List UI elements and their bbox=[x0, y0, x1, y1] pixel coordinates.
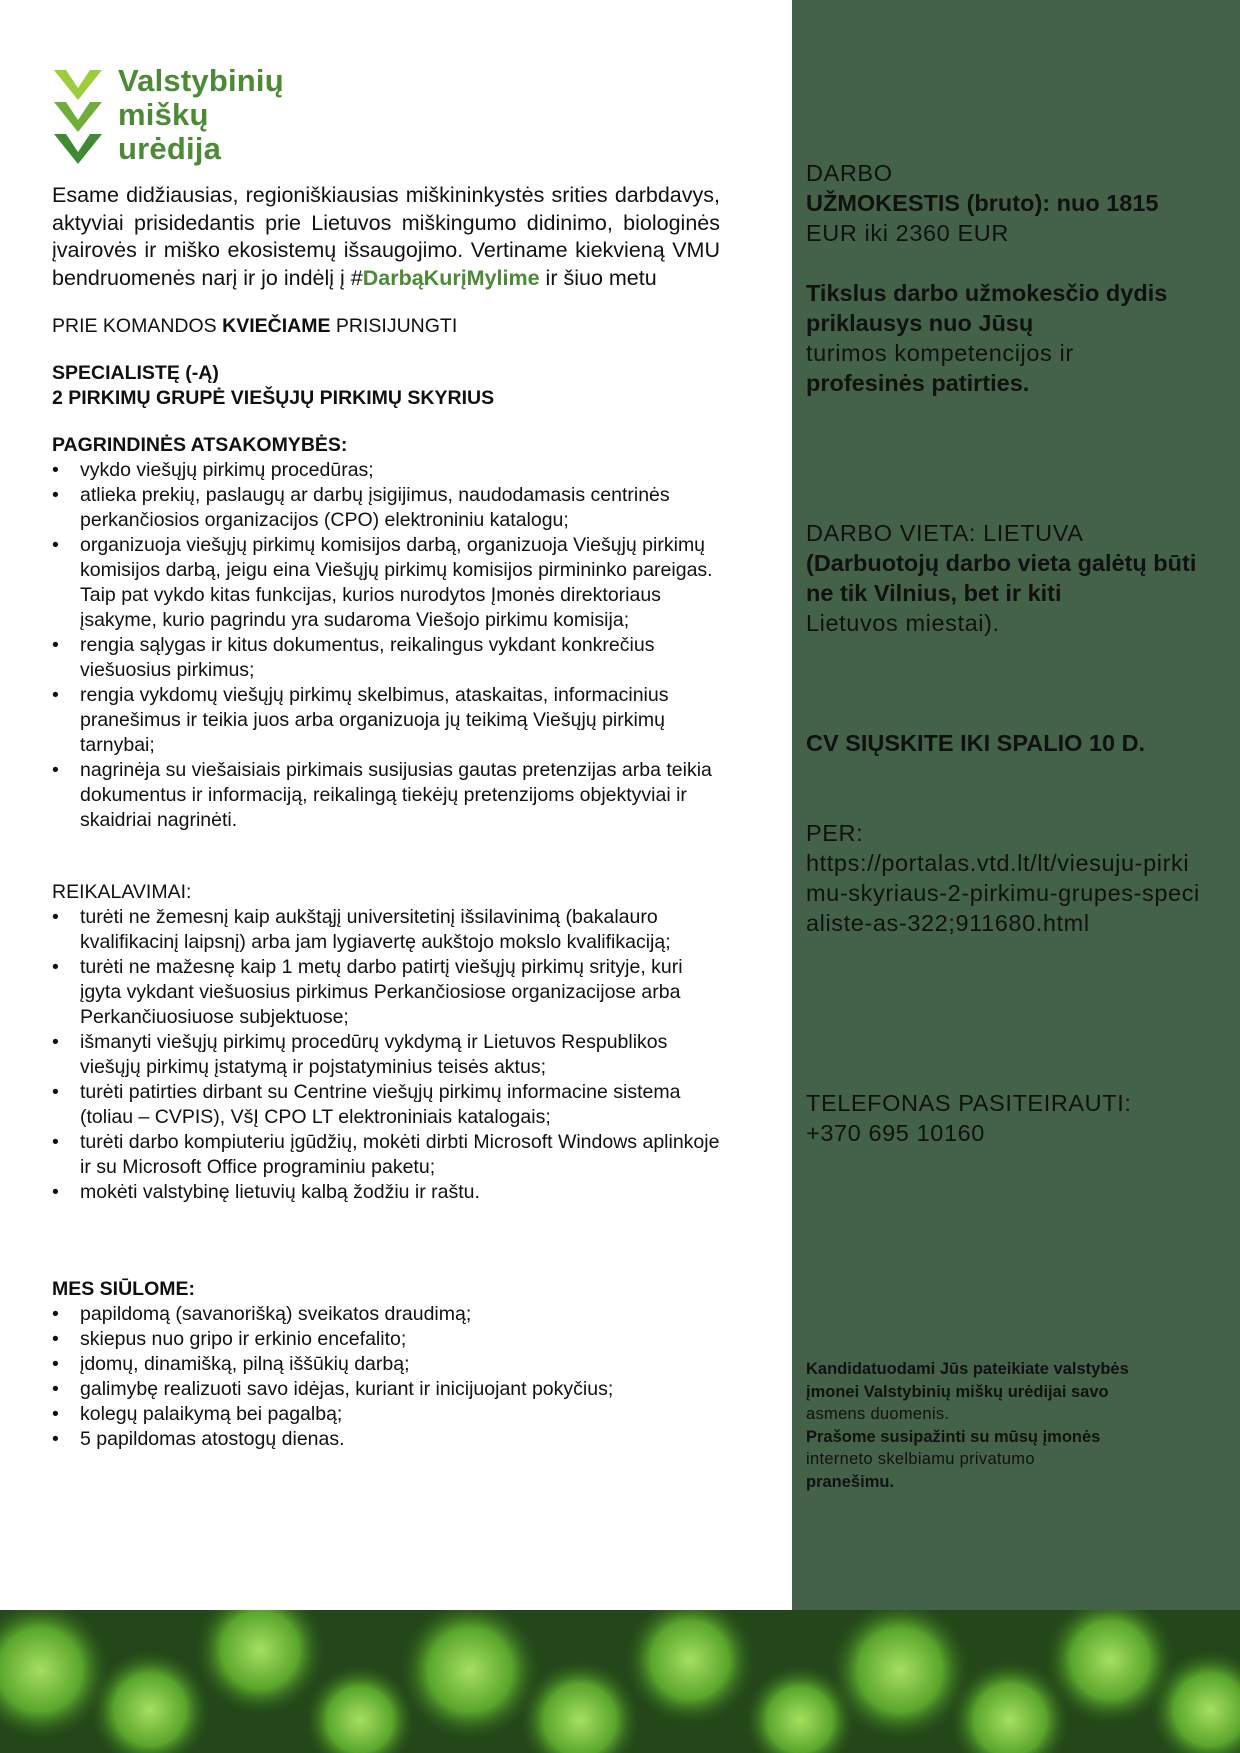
list-item: • vykdo viešųjų pirkimų procedūras; bbox=[52, 458, 720, 483]
logo-wordmark bbox=[118, 64, 284, 166]
logo-line: Valstybinių bbox=[118, 63, 284, 98]
phone-label: TELEFONAS PASITEIRAUTI: bbox=[806, 1090, 1132, 1116]
apply-link[interactable]: https://portalas.vtd.lt/lt/viesuju-pirkimu-skyriaus-2-pirkimu-grupes-specialiste-as-322;911680.html bbox=[806, 850, 1200, 936]
phone-number[interactable]: +370 695 10160 bbox=[806, 1120, 985, 1146]
requirements-title: REIKALAVIMAI: bbox=[52, 881, 192, 903]
requirements-list bbox=[52, 905, 720, 1205]
list-item: • turėti darbo kompiuteriu įgūdžių, mokėti dirbti Microsoft Windows aplinkoje ir su Microsoft Office programiniu paketu; bbox=[52, 1130, 720, 1180]
logo-line: miškų bbox=[118, 97, 209, 132]
role-department: 2 PIRKIMŲ GRUPĖ VIEŠŲJŲ PIRKIMŲ SKYRIUS bbox=[52, 387, 495, 409]
moss-photo-banner bbox=[0, 1610, 1240, 1753]
responsibilities-list bbox=[52, 458, 720, 833]
moss-texture bbox=[0, 1610, 1240, 1753]
list-item: • organizuoja viešųjų pirkimų komisijos darbą, organizuoja Viešųjų pirkimų komisijos darbą, jeigu eina Viešųjų pirkimų komisijos pirmininko pareigas. Taip pat vykdo kitas funkcijas, kurios nurodytos Įmonės direktoriaus įsakyme, kurio pagrindu yra sudaroma Viešojo pirkimu komisija; bbox=[52, 533, 720, 633]
salary-block bbox=[806, 158, 1206, 398]
list-item: • rengia vykdomų viešųjų pirkimų skelbimus, ataskaitas, informacinius pranešimus ir teikia juos arba organizuoja jų teikimą Viešųjų pirkimų tarnybai; bbox=[52, 683, 720, 758]
responsibilities-title: PAGRINDINĖS ATSAKOMYBĖS: bbox=[52, 434, 348, 456]
deadline-block bbox=[806, 728, 1206, 758]
location-block bbox=[806, 518, 1206, 638]
list-item: • turėti ne mažesnę kaip 1 metų darbo patirtį viešųjų pirkimų srityje, kuri įgyta vykdant viešuosius pirkimus Perkančiosiose organizacijose arba Perkančiuosiuose subjektuose; bbox=[52, 955, 720, 1030]
salary-range: UŽMOKESTIS (bruto): nuo 1815 bbox=[806, 190, 1159, 216]
salary-note-end: profesinės patirties. bbox=[806, 370, 1030, 396]
salary-range-end: EUR iki 2360 EUR bbox=[806, 220, 1009, 246]
list-item: • išmanyti viešųjų pirkimų procedūrų vykdymą ir Lietuvos Respublikos viešųjų pirkimų įstatymą ir pojstatyminius teisės aktus; bbox=[52, 1030, 720, 1080]
location-note: (Darbuotojų darbo vieta galėtų būti ne tik Vilnius, bet ir kiti bbox=[806, 550, 1197, 606]
list-item: • rengia sąlygas ir kitus dokumentus, reikalingus vykdant konkrečius viešuosius pirkimus; bbox=[52, 633, 720, 683]
list-item: • turėti ne žemesnį kaip aukštąjį universitetinį išsilavinimą (bakalauro kvalifikacinį laipsnį) arba jam lygiavertę aukštojo mokslo kvalifikaciją; bbox=[52, 905, 720, 955]
list-item: • skiepus nuo gripo ir erkinio encefalito; bbox=[52, 1327, 720, 1352]
salary-note: Tikslus darbo užmokesčio dydis priklausys nuo Jūsų bbox=[806, 280, 1168, 336]
role-title: SPECIALISTĘ (-Ą) bbox=[52, 362, 219, 384]
salary-note-normal: turimos kompetencijos ir bbox=[806, 340, 1074, 366]
job-description bbox=[52, 182, 720, 1452]
deadline-text: CV SIŲSKITE IKI SPALIO 10 D. bbox=[806, 730, 1146, 756]
list-item: • mokėti valstybinę lietuvių kalbą žodžiu ir raštu. bbox=[52, 1180, 720, 1205]
location-note-end: Lietuvos miestai). bbox=[806, 610, 1000, 636]
phone-block bbox=[806, 1088, 1206, 1148]
logo-line: urėdija bbox=[118, 131, 222, 166]
intro-paragraph: Esame didžiausias, regioniškiausias miškininkystės srities darbdavys, aktyviai prisidedantis prie Lietuvos miškingumo didinimo, biologinės įvairovės ir miško ekosistemų išsaugojimo. Vertiname kiekvieną VMU bendruomenės narį ir jo indėlį į #DarbąKurįMylime ir šiuo metu bbox=[52, 183, 720, 290]
privacy-text: interneto skelbiamu privatumo bbox=[806, 1450, 1035, 1468]
tree-logo-icon bbox=[52, 66, 104, 172]
list-item: • 5 papildomas atostogų dienas. bbox=[52, 1427, 720, 1452]
privacy-text: Prašome susipažinti su mūsų įmonės bbox=[806, 1427, 1101, 1446]
list-item: • galimybę realizuoti savo idėjas, kuriant ir inicijuojant pokyčius; bbox=[52, 1377, 720, 1402]
company-logo bbox=[52, 64, 312, 174]
apply-block bbox=[806, 818, 1206, 938]
list-item: • turėti patirties dirbant su Centrine viešųjų pirkimų informacine sistema (toliau – CVPIS), VšĮ CPO LT elektroniniais katalogais; bbox=[52, 1080, 720, 1130]
offer-list bbox=[52, 1302, 720, 1452]
invite-line: PRIE KOMANDOS KVIEČIAME PRISIJUNGTI bbox=[52, 315, 458, 337]
privacy-block bbox=[806, 1358, 1158, 1493]
list-item: • papildomą (savanorišką) sveikatos draudimą; bbox=[52, 1302, 720, 1327]
hashtag: DarbąKurįMylime bbox=[362, 265, 540, 290]
location-title: DARBO VIETA: LIETUVA bbox=[806, 520, 1084, 546]
apply-label: PER: bbox=[806, 820, 864, 846]
role-heading bbox=[52, 361, 720, 411]
salary-label: DARBO bbox=[806, 160, 893, 186]
offer-title: MES SIŪLOME: bbox=[52, 1278, 196, 1300]
list-item: • kolegų palaikymą bei pagalbą; bbox=[52, 1402, 720, 1427]
privacy-text: Kandidatuodami Jūs pateikiate valstybės įmonei Valstybinių miškų urėdijai savo bbox=[806, 1360, 1129, 1401]
list-item: • nagrinėja su viešaisiais pirkimais susijusias gautas pretenzijas arba teikia dokumentus ir informaciją, reikalingą tiekėjų pretenzijoms objektyviai ir skaidriai nagrinėti. bbox=[52, 758, 720, 833]
privacy-text: asmens duomenis. bbox=[806, 1405, 950, 1423]
privacy-text: pranešimu. bbox=[806, 1472, 895, 1491]
list-item: • įdomų, dinamišką, pilną iššūkių darbą; bbox=[52, 1352, 720, 1377]
list-item: • atlieka prekių, paslaugų ar darbų įsigijimus, naudodamasis centrinės perkančiosios organizacijos (CPO) elektroniniu katalogu; bbox=[52, 483, 720, 533]
